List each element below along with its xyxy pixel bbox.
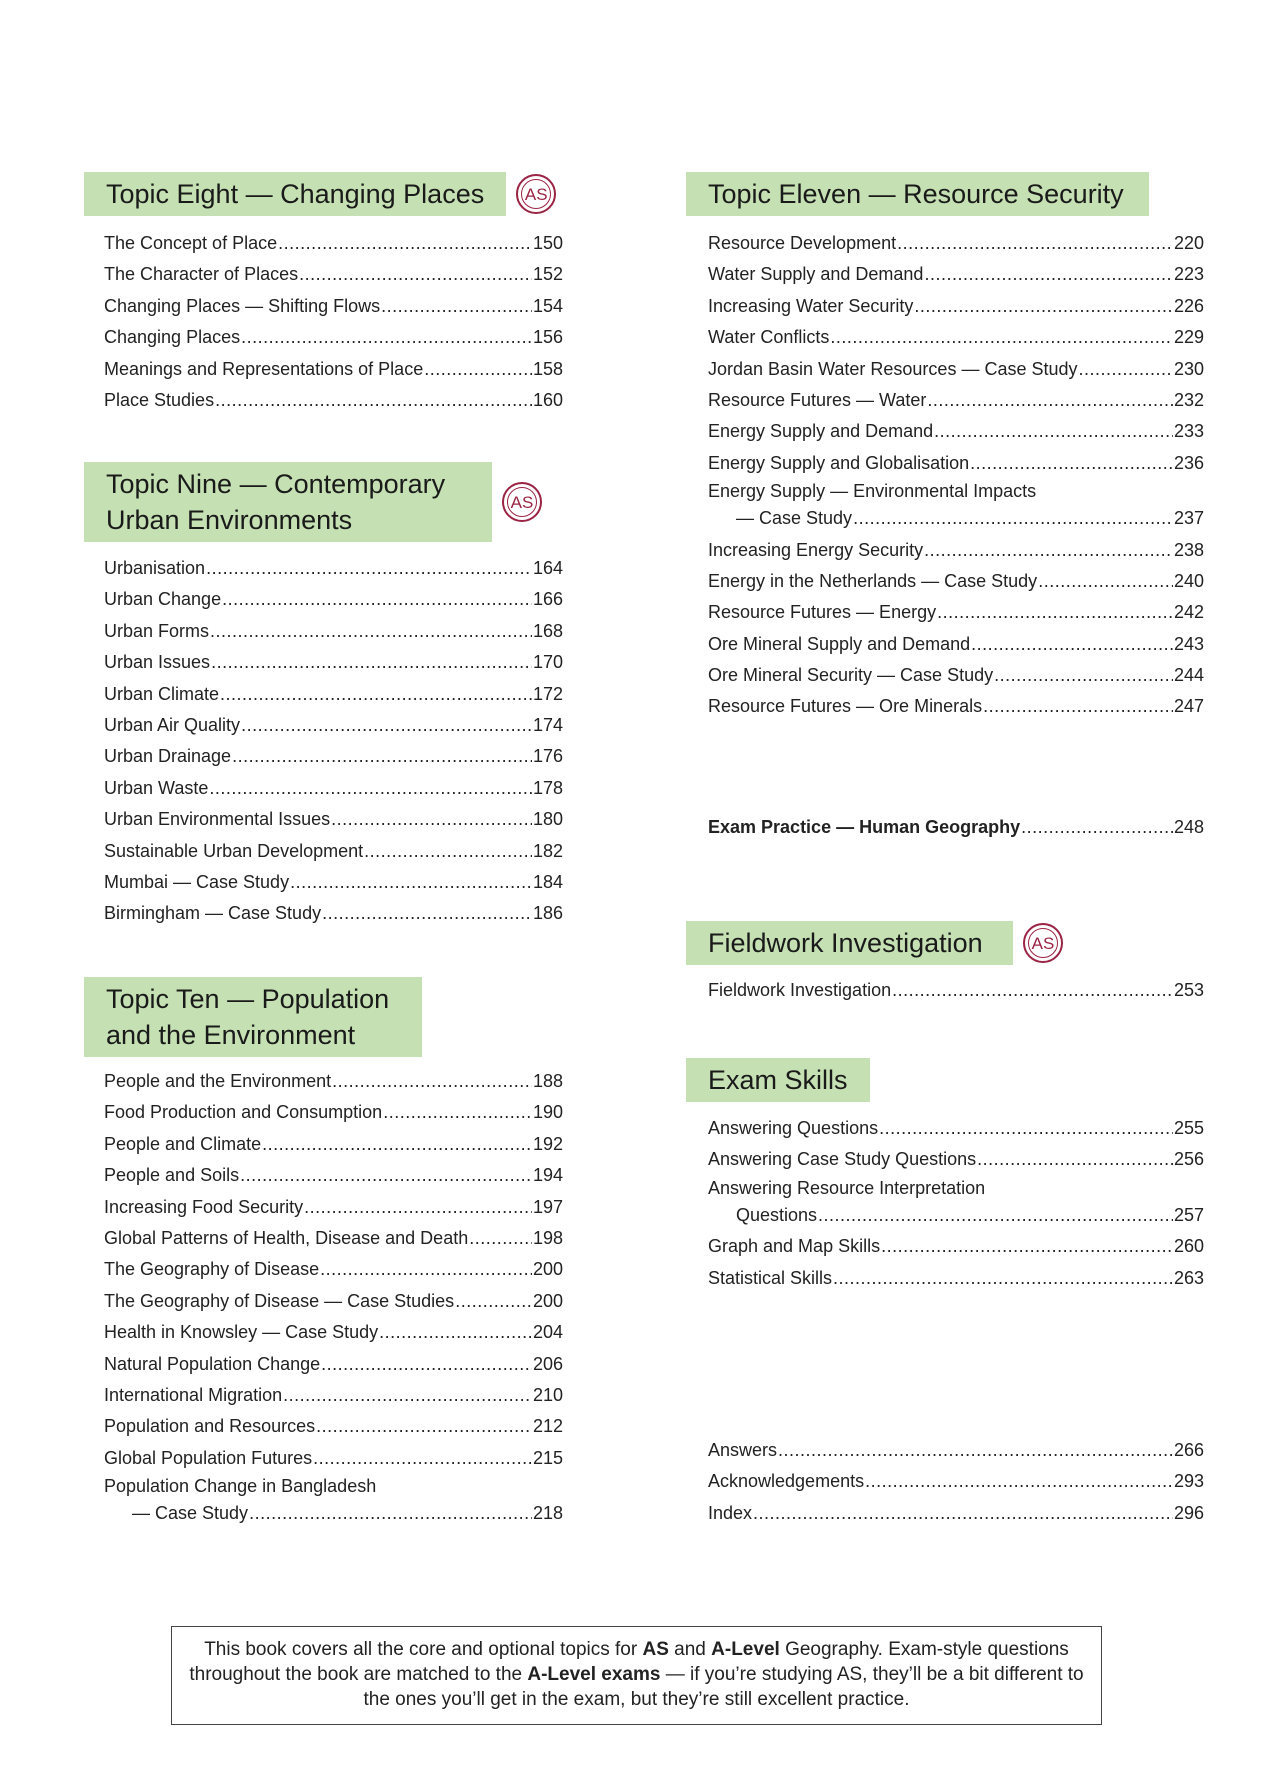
toc-entry[interactable] bbox=[708, 479, 1204, 503]
dot-leader bbox=[424, 354, 532, 385]
entry-title: Population Change in Bangladesh bbox=[104, 1476, 377, 1497]
toc-entry[interactable] bbox=[104, 616, 563, 647]
dot-leader bbox=[262, 1129, 532, 1160]
entry-title: Urban Waste bbox=[104, 777, 209, 798]
dot-leader bbox=[383, 1097, 532, 1128]
toc-list-exam-practice bbox=[708, 812, 1204, 843]
entry-title: Graph and Map Skills bbox=[708, 1236, 881, 1257]
dot-leader bbox=[469, 1223, 532, 1254]
dot-leader bbox=[215, 385, 532, 416]
toc-entry[interactable] bbox=[104, 1317, 563, 1348]
toc-entry[interactable] bbox=[708, 1498, 1204, 1529]
entry-title: Sustainable Urban Development bbox=[104, 840, 364, 861]
dot-leader bbox=[381, 291, 532, 322]
entry-page: 263 bbox=[1173, 1267, 1204, 1288]
note-text: This book covers all the core and optional topics for bbox=[204, 1639, 643, 1660]
entry-title: Water Supply and Demand bbox=[708, 264, 924, 285]
entry-page: 236 bbox=[1173, 452, 1204, 473]
dot-leader bbox=[364, 836, 532, 867]
note-text: A-Level bbox=[711, 1639, 780, 1660]
entry-page: 229 bbox=[1173, 327, 1204, 348]
toc-entry[interactable] bbox=[104, 291, 563, 322]
entry-page: 218 bbox=[532, 1503, 563, 1524]
dot-leader bbox=[924, 259, 1173, 290]
dot-leader bbox=[241, 710, 532, 741]
entry-page: 215 bbox=[532, 1447, 563, 1468]
entry-page: 293 bbox=[1173, 1471, 1204, 1492]
entry-page: 156 bbox=[532, 327, 563, 348]
entry-title: Jordan Basin Water Resources — Case Study bbox=[708, 358, 1078, 379]
toc-entry[interactable] bbox=[104, 741, 563, 772]
entry-title: Answering Questions bbox=[708, 1118, 879, 1138]
heading-line: and the Environment bbox=[106, 1020, 356, 1050]
toc-entry[interactable] bbox=[708, 1113, 1204, 1144]
entry-title: Exam Practice — Human Geography bbox=[708, 817, 1021, 837]
dot-leader bbox=[924, 535, 1173, 566]
entry-page: 152 bbox=[532, 264, 563, 285]
dot-leader bbox=[892, 975, 1173, 1006]
entry-page: 176 bbox=[532, 746, 563, 767]
entry-title: Place Studies bbox=[104, 389, 215, 410]
entry-page: 240 bbox=[1173, 570, 1204, 591]
entry-title: Urbanisation bbox=[104, 558, 206, 578]
entry-page: 223 bbox=[1173, 264, 1204, 285]
entry-page: 226 bbox=[1173, 295, 1204, 316]
dot-leader bbox=[209, 773, 532, 804]
dot-leader bbox=[220, 679, 532, 710]
dot-leader bbox=[211, 647, 532, 678]
entry-title-continuation: — Case Study bbox=[132, 1503, 249, 1524]
entry-page: 178 bbox=[532, 777, 563, 798]
toc-entry[interactable] bbox=[104, 773, 563, 804]
entry-page: 184 bbox=[532, 871, 563, 892]
entry-title: Health in Knowsley — Case Study bbox=[104, 1322, 379, 1343]
dot-leader bbox=[304, 1192, 532, 1223]
toc-entry[interactable] bbox=[104, 867, 563, 898]
entry-page: 186 bbox=[532, 903, 563, 924]
toc-entry[interactable] bbox=[708, 385, 1204, 416]
entry-title: Urban Change bbox=[104, 589, 222, 610]
entry-title: Energy Supply and Demand bbox=[708, 421, 934, 442]
entry-page: 182 bbox=[532, 840, 563, 861]
toc-entry[interactable] bbox=[104, 1380, 563, 1411]
note-text: A-Level exams bbox=[527, 1664, 661, 1685]
toc-entry[interactable] bbox=[104, 1192, 563, 1223]
entry-title: Urban Drainage bbox=[104, 746, 232, 767]
heading-line: Exam Skills bbox=[708, 1065, 848, 1095]
toc-entry[interactable] bbox=[708, 1231, 1204, 1262]
entry-title: Global Population Futures bbox=[104, 1447, 313, 1468]
dot-leader bbox=[283, 1380, 532, 1411]
toc-entry[interactable] bbox=[104, 898, 563, 929]
toc-entry-continuation[interactable] bbox=[104, 1498, 563, 1529]
dot-leader bbox=[299, 259, 532, 290]
dot-leader bbox=[971, 629, 1173, 660]
entry-page: 166 bbox=[532, 589, 563, 610]
entry-page: 212 bbox=[532, 1416, 563, 1437]
entry-page: 247 bbox=[1173, 696, 1204, 717]
dot-leader bbox=[206, 553, 532, 584]
entry-title-continuation: Questions bbox=[736, 1204, 818, 1225]
toc-entry[interactable] bbox=[708, 1435, 1204, 1466]
dot-leader bbox=[1079, 354, 1173, 385]
entry-title: Food Production and Consumption bbox=[104, 1102, 383, 1123]
entry-title: Energy Supply — Environmental Impacts bbox=[708, 481, 1037, 502]
dot-leader bbox=[249, 1498, 532, 1529]
dot-leader bbox=[994, 660, 1173, 691]
toc-entry[interactable] bbox=[708, 448, 1204, 479]
note-text: — if you’re studying AS, they’ll be a bit different to the ones you’ll get in the exam, but they’re still excellent practice. bbox=[363, 1664, 1084, 1710]
entry-title: Birmingham — Case Study bbox=[104, 903, 322, 924]
info-note bbox=[171, 1626, 1102, 1725]
entry-page: 233 bbox=[1173, 421, 1204, 442]
entry-title: Population and Resources bbox=[104, 1416, 316, 1437]
dot-leader bbox=[830, 322, 1173, 353]
section-heading-topic-nine bbox=[84, 462, 534, 542]
heading-line: Topic Ten — Population bbox=[106, 984, 390, 1014]
entry-title: Resource Futures — Water bbox=[708, 389, 927, 410]
entry-page: 180 bbox=[532, 809, 563, 830]
toc-entry[interactable] bbox=[708, 1176, 1204, 1200]
dot-leader bbox=[455, 1286, 532, 1317]
entry-page: 238 bbox=[1173, 539, 1204, 560]
dot-leader bbox=[853, 503, 1173, 534]
entry-title: Resource Development bbox=[708, 233, 897, 253]
toc-entry[interactable] bbox=[708, 597, 1204, 628]
dot-leader bbox=[970, 448, 1173, 479]
entry-page: 255 bbox=[1173, 1118, 1204, 1138]
entry-page: 244 bbox=[1173, 665, 1204, 686]
dot-leader bbox=[881, 1231, 1173, 1262]
entry-title: Answering Case Study Questions bbox=[708, 1149, 977, 1170]
toc-entry[interactable] bbox=[104, 1129, 563, 1160]
dot-leader bbox=[879, 1113, 1173, 1144]
dot-leader bbox=[865, 1466, 1173, 1497]
as-level-badge-icon bbox=[1023, 923, 1063, 963]
entry-title: Ore Mineral Supply and Demand bbox=[708, 633, 971, 654]
entry-page: 232 bbox=[1173, 389, 1204, 410]
dot-leader bbox=[290, 867, 532, 898]
dot-leader bbox=[937, 597, 1173, 628]
section-heading-topic-eight bbox=[84, 172, 548, 216]
toc-entry[interactable] bbox=[708, 812, 1204, 843]
entry-page: 200 bbox=[532, 1290, 563, 1311]
entry-title: Resource Futures — Ore Minerals bbox=[708, 696, 983, 717]
as-level-badge-icon bbox=[502, 482, 542, 522]
dot-leader bbox=[1021, 812, 1173, 843]
toc-entry[interactable] bbox=[708, 1466, 1204, 1497]
toc-entry[interactable] bbox=[708, 1144, 1204, 1175]
entry-page: 164 bbox=[532, 558, 563, 578]
entry-page: 206 bbox=[532, 1353, 563, 1374]
entry-page: 210 bbox=[532, 1384, 563, 1405]
entry-title: Index bbox=[708, 1502, 753, 1523]
dot-leader bbox=[320, 1254, 532, 1285]
entry-title: Increasing Water Security bbox=[708, 295, 914, 316]
entry-page: 243 bbox=[1173, 633, 1204, 654]
entry-page: 174 bbox=[532, 714, 563, 735]
toc-entry[interactable] bbox=[708, 416, 1204, 447]
entry-page: 150 bbox=[532, 233, 563, 253]
entry-page: 296 bbox=[1173, 1502, 1204, 1523]
toc-list-topic-nine bbox=[104, 553, 563, 930]
entry-title: International Migration bbox=[104, 1384, 283, 1405]
entry-title: Fieldwork Investigation bbox=[708, 980, 892, 1000]
toc-entry[interactable] bbox=[104, 1066, 563, 1097]
toc-entry[interactable] bbox=[104, 1254, 563, 1285]
entry-page: 170 bbox=[532, 652, 563, 673]
entry-page: 266 bbox=[1173, 1440, 1204, 1460]
note-text: and bbox=[668, 1639, 712, 1660]
entry-page: 194 bbox=[532, 1165, 563, 1186]
heading-line: Urban Environments bbox=[106, 505, 353, 535]
dot-leader bbox=[240, 1160, 532, 1191]
toc-entry[interactable] bbox=[708, 660, 1204, 691]
toc-entry[interactable] bbox=[104, 1097, 563, 1128]
entry-title: Meanings and Representations of Place bbox=[104, 358, 424, 379]
toc-list-exam-skills bbox=[708, 1113, 1204, 1294]
heading-line: Fieldwork Investigation bbox=[708, 928, 983, 958]
entry-title: Changing Places — Shifting Flows bbox=[104, 295, 381, 316]
entry-title: Acknowledgements bbox=[708, 1471, 865, 1492]
entry-title: Increasing Energy Security bbox=[708, 539, 924, 560]
heading-line: Topic Eight — Changing Places bbox=[106, 179, 485, 209]
entry-page: 197 bbox=[532, 1196, 563, 1217]
entry-page: 248 bbox=[1173, 817, 1204, 837]
entry-title: Answers bbox=[708, 1440, 778, 1460]
badge-label: AS bbox=[524, 184, 548, 204]
toc-entry[interactable] bbox=[104, 322, 563, 353]
entry-title: Urban Forms bbox=[104, 620, 210, 641]
dot-leader bbox=[332, 1066, 532, 1097]
entry-page: 204 bbox=[532, 1322, 563, 1343]
note-text: Geography. Exam-style questions throughout the book are matched to the bbox=[189, 1639, 1069, 1685]
toc-entry[interactable] bbox=[708, 291, 1204, 322]
toc-entry-continuation[interactable] bbox=[708, 503, 1204, 534]
badge-label: AS bbox=[1031, 933, 1055, 953]
entry-page: 158 bbox=[532, 358, 563, 379]
entry-title: The Geography of Disease — Case Studies bbox=[104, 1290, 455, 1311]
dot-leader bbox=[934, 416, 1173, 447]
dot-leader bbox=[210, 616, 532, 647]
entry-page: 190 bbox=[532, 1102, 563, 1123]
dot-leader bbox=[278, 228, 532, 259]
toc-entry[interactable] bbox=[104, 1160, 563, 1191]
entry-page: 198 bbox=[532, 1227, 563, 1248]
toc-entry[interactable] bbox=[104, 647, 563, 678]
entry-title: Changing Places bbox=[104, 327, 241, 348]
dot-leader bbox=[241, 322, 532, 353]
toc-entry[interactable] bbox=[104, 804, 563, 835]
entry-title: Statistical Skills bbox=[708, 1267, 833, 1288]
dot-leader bbox=[983, 691, 1173, 722]
heading-line: Topic Nine — Contemporary bbox=[106, 469, 446, 499]
entry-title: Mumbai — Case Study bbox=[104, 871, 290, 892]
entry-title: The Concept of Place bbox=[104, 233, 278, 253]
entry-title: People and Soils bbox=[104, 1165, 240, 1186]
dot-leader bbox=[222, 584, 532, 615]
toc-entry[interactable] bbox=[104, 1286, 563, 1317]
entry-title: People and the Environment bbox=[104, 1071, 332, 1091]
entry-page: 192 bbox=[532, 1133, 563, 1154]
entry-page: 260 bbox=[1173, 1236, 1204, 1257]
section-heading-topic-eleven bbox=[686, 172, 1149, 216]
entry-title: Ore Mineral Security — Case Study bbox=[708, 665, 994, 686]
heading-line: Topic Eleven — Resource Security bbox=[708, 179, 1124, 209]
toc-entry[interactable] bbox=[104, 1474, 563, 1498]
section-heading-fieldwork bbox=[686, 921, 1055, 965]
toc-entry[interactable] bbox=[708, 566, 1204, 597]
entry-title-continuation: — Case Study bbox=[736, 508, 853, 529]
entry-title: People and Climate bbox=[104, 1133, 262, 1154]
entry-title: Urban Environmental Issues bbox=[104, 809, 331, 830]
entry-page: 253 bbox=[1173, 980, 1204, 1000]
dot-leader bbox=[833, 1263, 1173, 1294]
as-level-badge-icon bbox=[516, 174, 556, 214]
entry-page: 160 bbox=[532, 389, 563, 410]
entry-title: Answering Resource Interpretation bbox=[708, 1177, 986, 1198]
toc-list-back-matter bbox=[708, 1435, 1204, 1529]
dot-leader bbox=[232, 741, 532, 772]
entry-title: Urban Air Quality bbox=[104, 714, 241, 735]
toc-entry[interactable] bbox=[104, 228, 563, 259]
toc-entry[interactable] bbox=[104, 1349, 563, 1380]
dot-leader bbox=[927, 385, 1173, 416]
entry-page: 257 bbox=[1173, 1204, 1204, 1225]
dot-leader bbox=[818, 1200, 1173, 1231]
entry-title: Urban Climate bbox=[104, 683, 220, 704]
toc-entry[interactable] bbox=[708, 535, 1204, 566]
toc-entry[interactable] bbox=[708, 975, 1204, 1006]
dot-leader bbox=[753, 1498, 1173, 1529]
entry-page: 242 bbox=[1173, 602, 1204, 623]
toc-entry[interactable] bbox=[104, 584, 563, 615]
entry-title: Resource Futures — Energy bbox=[708, 602, 937, 623]
dot-leader bbox=[379, 1317, 532, 1348]
toc-list-topic-eleven bbox=[708, 228, 1204, 723]
toc-entry[interactable] bbox=[104, 259, 563, 290]
entry-page: 188 bbox=[532, 1071, 563, 1091]
toc-entry[interactable] bbox=[104, 836, 563, 867]
toc-entry[interactable] bbox=[104, 1411, 563, 1442]
entry-title: Global Patterns of Health, Disease and Death bbox=[104, 1227, 469, 1248]
toc-entry[interactable] bbox=[708, 629, 1204, 660]
toc-entry[interactable] bbox=[708, 259, 1204, 290]
note-text: AS bbox=[642, 1639, 669, 1660]
toc-entry[interactable] bbox=[104, 354, 563, 385]
entry-page: 168 bbox=[532, 620, 563, 641]
toc-entry[interactable] bbox=[104, 553, 563, 584]
toc-entry[interactable] bbox=[708, 228, 1204, 259]
dot-leader bbox=[316, 1411, 532, 1442]
entry-title: Energy in the Netherlands — Case Study bbox=[708, 570, 1038, 591]
dot-leader bbox=[313, 1443, 532, 1474]
entry-page: 237 bbox=[1173, 508, 1204, 529]
toc-entry[interactable] bbox=[708, 322, 1204, 353]
toc-entry[interactable] bbox=[708, 691, 1204, 722]
toc-list-fieldwork bbox=[708, 975, 1204, 1006]
dot-leader bbox=[321, 1349, 532, 1380]
entry-page: 220 bbox=[1173, 233, 1204, 253]
badge-label: AS bbox=[510, 492, 534, 512]
entry-title: Energy Supply and Globalisation bbox=[708, 452, 970, 473]
dot-leader bbox=[977, 1144, 1173, 1175]
dot-leader bbox=[778, 1435, 1173, 1466]
toc-entry[interactable] bbox=[104, 1443, 563, 1474]
entry-title: Natural Population Change bbox=[104, 1353, 321, 1374]
entry-title: The Geography of Disease bbox=[104, 1259, 320, 1280]
dot-leader bbox=[322, 898, 532, 929]
toc-entry[interactable] bbox=[104, 385, 563, 416]
toc-entry[interactable] bbox=[708, 354, 1204, 385]
entry-page: 230 bbox=[1173, 358, 1204, 379]
toc-entry[interactable] bbox=[104, 679, 563, 710]
toc-entry-continuation[interactable] bbox=[708, 1200, 1204, 1231]
entry-page: 256 bbox=[1173, 1149, 1204, 1170]
entry-title: Water Conflicts bbox=[708, 327, 830, 348]
entry-title: Increasing Food Security bbox=[104, 1196, 304, 1217]
toc-entry[interactable] bbox=[708, 1263, 1204, 1294]
toc-list-topic-eight bbox=[104, 228, 563, 416]
dot-leader bbox=[897, 228, 1173, 259]
entry-title: Urban Issues bbox=[104, 652, 211, 673]
toc-list-topic-ten bbox=[104, 1066, 563, 1529]
dot-leader bbox=[1038, 566, 1173, 597]
entry-title: The Character of Places bbox=[104, 264, 299, 285]
toc-entry[interactable] bbox=[104, 1223, 563, 1254]
entry-page: 172 bbox=[532, 683, 563, 704]
entry-page: 154 bbox=[532, 295, 563, 316]
toc-entry[interactable] bbox=[104, 710, 563, 741]
dot-leader bbox=[914, 291, 1173, 322]
section-heading-exam-skills bbox=[686, 1058, 870, 1102]
dot-leader bbox=[331, 804, 532, 835]
section-heading-topic-ten bbox=[84, 977, 422, 1057]
entry-page: 200 bbox=[532, 1259, 563, 1280]
